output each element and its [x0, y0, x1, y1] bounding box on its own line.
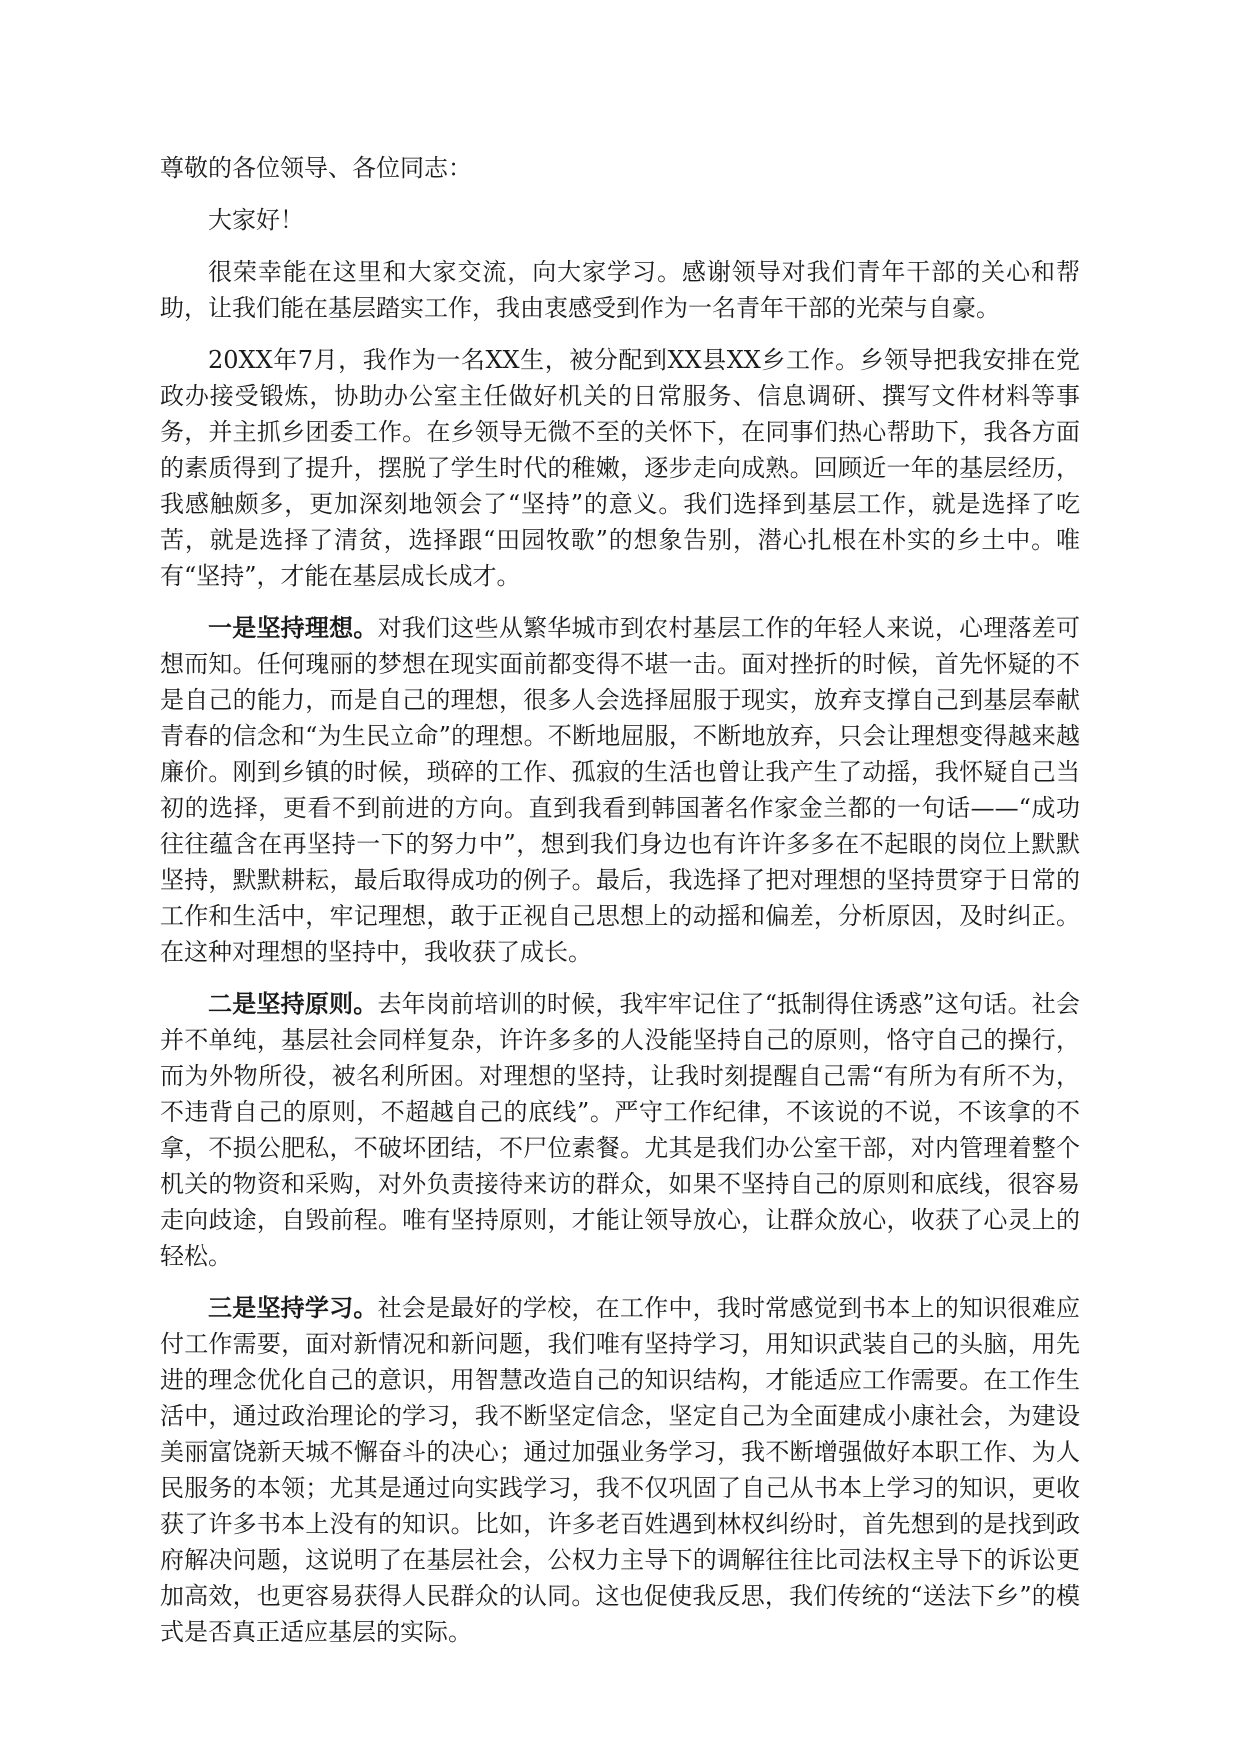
- background-paragraph: 20XX年7月，我作为一名XX生，被分配到XX县XX乡工作。乡领导把我安排在党政办接受锻炼，协助办公室主任做好机关的日常服务、信息调研、撰写文件材料等事务，并主抓乡团委工作。在乡领导无微不至的关怀下，在同事们热心帮助下，我各方面的素质得到了提升，摆脱了学生时代的稚嫩，逐步走向成熟。回顾近一年的基层经历，我感触颇多，更加深刻地领会了“坚持”的意义。我们选择到基层工作，就是选择了吃苦，就是选择了清贫，选择跟“田园牧歌”的想象告别，潜心扎根在朴实的乡土中。唯有“坚持”，才能在基层成长成才。: [160, 346, 1080, 590]
- section-principle-heading: 二是坚持原则。: [208, 990, 378, 1018]
- intro-paragraph: 很荣幸能在这里和大家交流，向大家学习。感谢领导对我们青年干部的关心和帮助，让我们能在基层踏实工作，我由衷感受到作为一名青年干部的光荣与自豪。: [160, 258, 1080, 322]
- document-body: [160, 150, 1080, 1666]
- salutation: 尊敬的各位领导、各位同志：: [160, 154, 472, 182]
- section-study-body: 社会是最好的学校，在工作中，我时常感觉到书本上的知识很难应付工作需要，面对新情况和新问题，我们唯有坚持学习，用知识武装自己的头脑，用先进的理念优化自己的意识，用智慧改造自己的知识结构，才能适应工作需要。在工作生活中，通过政治理论的学习，我不断坚定信念，坚定自己为全面建成小康社会，为建设美丽富饶新天城不懈奋斗的决心；通过加强业务学习，我不断增强做好本职工作、为人民服务的本领；尤其是通过向实践学习，我不仅巩固了自己从书本上学习的知识，更收获了许多书本上没有的知识。比如，许多老百姓遇到林权纠纷时，首先想到的是找到政府解决问题，这说明了在基层社会，公权力主导下的调解往往比司法权主导下的诉讼更加高效，也更容易获得人民群众的认同。这也促使我反思，我们传统的“送法下乡”的模式是否真正适应基层的实际。: [160, 1294, 1081, 1646]
- section-ideal: [160, 610, 1080, 970]
- greeting: 大家好！: [208, 206, 304, 234]
- section-principle: [160, 986, 1080, 1274]
- section-study: [160, 1290, 1080, 1650]
- section-principle-body: 去年岗前培训的时候，我牢牢记住了“抵制得住诱惑”这句话。社会并不单纯，基层社会同样复杂，许许多多的人没能坚持自己的原则，恪守自己的操行，而为外物所役，被名利所困。对理想的坚持，让我时刻提醒自己需“有所为有所不为，不违背自己的原则，不超越自己的底线”。严守工作纪律，不该说的不说，不该拿的不拿，不损公肥私，不破坏团结，不尸位素餐。尤其是我们办公室干部，对内管理着整个机关的物资和采购，对外负责接待来访的群众，如果不坚持自己的原则和底线，很容易走向歧途，自毁前程。唯有坚持原则，才能让领导放心，让群众放心，收获了心灵上的轻松。: [160, 990, 1080, 1270]
- section-ideal-heading: 一是坚持理想。: [208, 614, 378, 642]
- section-ideal-body: 对我们这些从繁华城市到农村基层工作的年轻人来说，心理落差可想而知。任何瑰丽的梦想在现实面前都变得不堪一击。面对挫折的时候，首先怀疑的不是自己的能力，而是自己的理想，很多人会选择屈服于现实，放弃支撑自己到基层奉献青春的信念和“为生民立命”的理想。不断地屈服，不断地放弃，只会让理想变得越来越廉价。刚到乡镇的时候，琐碎的工作、孤寂的生活也曾让我产生了动摇，我怀疑自己当初的选择，更看不到前进的方向。直到我看到韩国著名作家金兰都的一句话——“成功往往蕴含在再坚持一下的努力中”，想到我们身边也有许许多多在不起眼的岗位上默默坚持，默默耕耘，最后取得成功的例子。最后，我选择了把对理想的坚持贯穿于日常的工作和生活中，牢记理想，敢于正视自己思想上的动摇和偏差，分析原因，及时纠正。在这种对理想的坚持中，我收获了成长。: [160, 614, 1081, 966]
- section-study-heading: 三是坚持学习。: [208, 1294, 378, 1322]
